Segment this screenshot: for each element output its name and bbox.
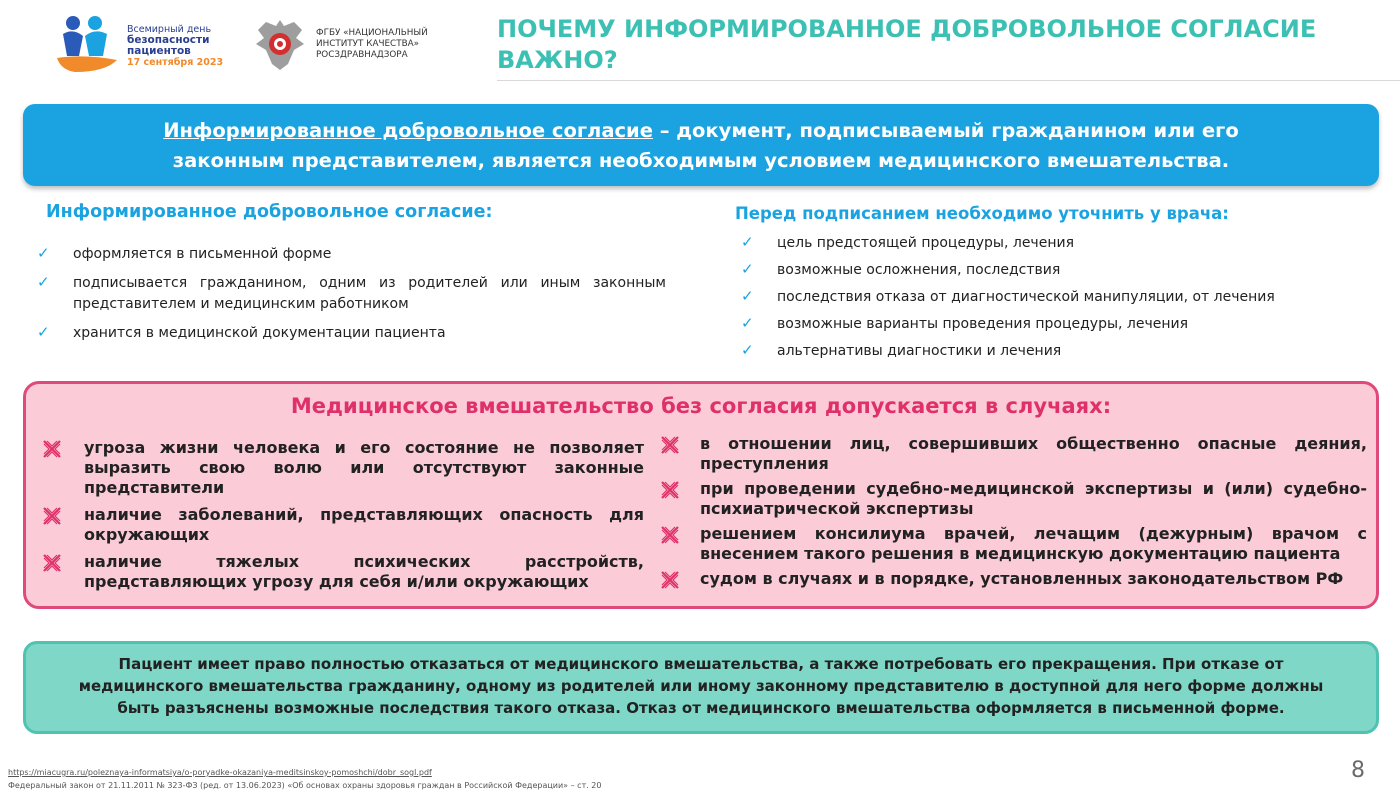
patient-safety-day-logo: [55, 14, 225, 76]
refusal-note-box: [23, 641, 1379, 734]
cross-icon: [659, 524, 681, 551]
consent-properties-list: [33, 244, 666, 352]
check-icon: ✓: [741, 233, 754, 251]
clarify-with-doctor-title: Перед подписанием необходимо уточнить у врача:: [735, 204, 1229, 223]
list-item: ✓ последствия отказа от диагностической манипуляции, от лечения: [741, 287, 1275, 305]
list-item: ✓ возможные осложнения, последствия: [741, 260, 1061, 278]
logo-day-line1: Всемирный день: [127, 24, 212, 35]
logo-day-date: 17 сентября 2023: [127, 57, 224, 68]
list-item: в отношении лиц, совершивших общественно опасные деяния, преступления: [644, 434, 1367, 474]
cross-icon: [659, 434, 681, 461]
check-icon: ✓: [741, 287, 754, 305]
people-hands-logo-icon: [55, 14, 121, 76]
logo-institute-line1: ФГБУ «НАЦИОНАЛЬНЫЙ: [316, 28, 428, 38]
page-title-line1: ПОЧЕМУ ИНФОРМИРОВАННОЕ ДОБРОВОЛЬНОЕ СОГЛАСИЕ: [497, 15, 1317, 43]
law-reference: Федеральный закон от 21.11.2011 № 323-ФЗ (ред. от 13.06.2023) «Об основах охраны здоровья граждан в Российской Федерации» – ст. 20: [8, 781, 602, 790]
cross-icon: [41, 438, 63, 465]
list-item: ✓ цель предстоящей процедуры, лечения: [741, 233, 1074, 251]
list-item: решением консилиума врачей, лечащим (дежурным) врачом с внесением такого решения в медицинскую документацию пациента: [644, 524, 1367, 564]
check-icon: ✓: [741, 314, 754, 332]
list-item: ✓ оформляется в письменной форме: [37, 244, 332, 262]
refusal-note-line2: медицинского вмешательства гражданину, одному из родителей или иному законному представителю в доступной для него форме должны: [78, 677, 1324, 695]
page-title-line2: ВАЖНО?: [497, 46, 618, 74]
cross-icon: [41, 505, 63, 532]
page-number: 8: [1351, 758, 1365, 783]
cross-icon: [41, 552, 63, 579]
definition-line2: законным представителем, является необходимым условием медицинского вмешательства.: [172, 149, 1230, 172]
check-icon: ✓: [741, 341, 754, 359]
list-item: ✓ хранится в медицинской документации пациента: [37, 323, 446, 341]
list-item: ✓ альтернативы диагностики и лечения: [741, 341, 1062, 359]
cross-icon: [659, 569, 681, 596]
definition-line1: [53, 116, 1349, 146]
check-icon: ✓: [741, 260, 754, 278]
list-item: при проведении судебно-медицинской экспертизы и (или) судебно-психиатрической экспертизы: [644, 479, 1367, 519]
source-link[interactable]: https://miacugra.ru/poleznaya-informatsiya/o-poryadke-okazaniya-meditsinskoy-pomoshchi/dobr_sogl.pdf: [8, 768, 432, 777]
double-eagle-emblem-icon: [250, 14, 310, 76]
logo-institute-line2: ИНСТИТУТ КАЧЕСТВА»: [316, 39, 419, 49]
definition-term: Информированное добровольное согласие: [163, 119, 653, 142]
without-consent-right-list: [644, 434, 1367, 594]
refusal-note-line3: быть разъяснены возможные последствия такого отказа. Отказ от медицинского вмешательства оформляется в письменной форме.: [117, 699, 1285, 717]
refusal-note-line1: Пациент имеет право полностью отказаться от медицинского вмешательства, а также потребовать его прекращения. При отказе от: [118, 655, 1284, 673]
cross-icon: [659, 479, 681, 506]
list-item: наличие тяжелых психических расстройств, представляющих угрозу для себя и/или окружающих: [26, 552, 644, 592]
check-icon: ✓: [37, 244, 50, 262]
list-item: ✓ подписывается гражданином, одним из родителей или иным законным представителем и медицинским работником: [37, 273, 666, 312]
logo-day-line2: безопасности: [127, 34, 210, 46]
logo-institute-line3: РОСЗДРАВНАДЗОРА: [316, 50, 408, 60]
list-item: судом в случаях и в порядке, установленных законодательством РФ: [644, 569, 1367, 589]
page-title: [497, 14, 1357, 76]
without-consent-left-list: [26, 438, 644, 599]
clarify-with-doctor-list: [737, 233, 1377, 368]
logo-day-line3: пациентов: [127, 45, 191, 57]
title-divider: [497, 80, 1400, 81]
definition-rest: – документ, подписываемый гражданином или его: [652, 119, 1239, 142]
list-item: угроза жизни человека и его состояние не позволяет выразить свою волю или отсутствуют законные представители: [26, 438, 644, 498]
check-icon: ✓: [37, 323, 50, 341]
definition-banner: [23, 104, 1379, 186]
list-item: ✓ возможные варианты проведения процедуры, лечения: [741, 314, 1189, 332]
consent-properties-title: Информированное добровольное согласие:: [46, 202, 493, 222]
list-item: наличие заболеваний, представляющих опасность для окружающих: [26, 505, 644, 545]
without-consent-box: [23, 381, 1379, 609]
without-consent-title: Медицинское вмешательство без согласия допускается в случаях:: [290, 394, 1112, 418]
institute-logo: [250, 14, 450, 76]
check-icon: ✓: [37, 273, 50, 291]
